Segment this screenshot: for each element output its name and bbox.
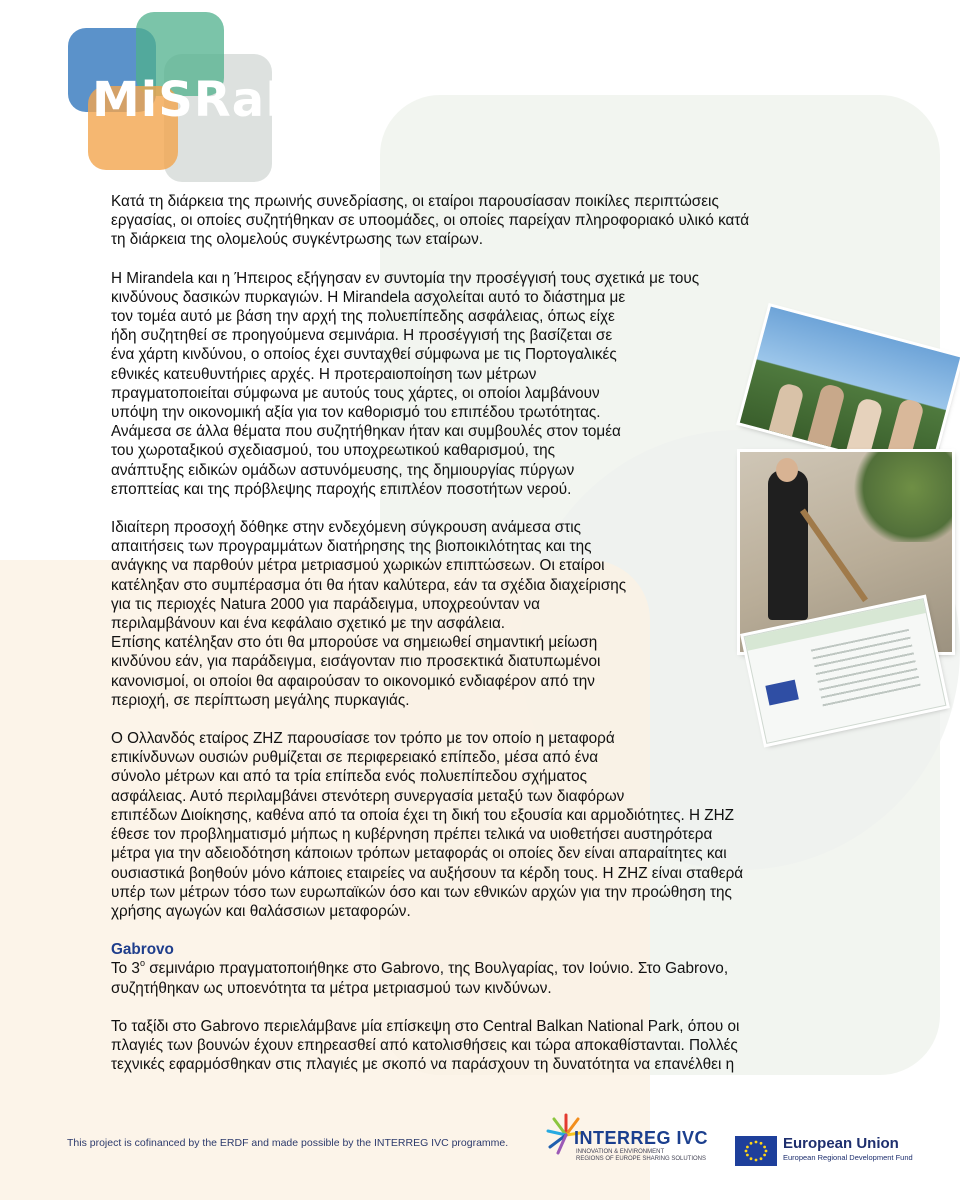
- section-heading-gabrovo: Gabrovo: [111, 941, 174, 959]
- text-fragment: Το 3: [111, 960, 140, 978]
- text-line: επικίνδυνων ουσιών ρυθμίζεται σε περιφερειακό επίπεδο, μέσα από ένα: [111, 749, 599, 767]
- text-line: χρήσης αγωγών και θαλάσσιων μεταφορών.: [111, 902, 411, 920]
- text-line: Η Mirandela και η Ήπειρος εξήγησαν εν συντομία την προσέγγισή τους σχετικά με τους: [111, 269, 700, 287]
- cofinance-note: This project is cofinanced by the ERDF and made possible by the INTERREG IVC programme.: [67, 1137, 509, 1149]
- text-line: σύνολο μέτρων και από τα τρία επίπεδα ενός πολυεπίπεδου σχήματος: [111, 768, 588, 786]
- text-line: ήδη συζητηθεί σε προηγούμενα σεμινάρια. Η προσέγγισή της βασίζεται σε: [111, 327, 613, 345]
- text-line: ένα χάρτη κινδύνου, ο οποίος έχει συνταχθεί σύμφωνα με τις Πορτογαλικές: [111, 346, 617, 364]
- text-line: έθεσε τον προβληματισμό μήπως η κυβέρνηση πρέπει τελικά να υιοθετήσει αυστηρότερα: [111, 826, 713, 844]
- text-line: τον τομέα αυτό με βάση την αρχή της πολυεπίπεδης ασφάλειας, όπως είχε: [111, 308, 615, 326]
- text-line: Επίσης κατέληξαν στο ότι θα μπορούσε να σημειωθεί σημαντική μείωση: [111, 634, 598, 652]
- eu-flag-icon: [735, 1136, 777, 1166]
- paragraph-gabrovo-intro: [111, 940, 856, 998]
- text-line: τεχνικές εφαρμόσθηκαν στις πλαγιές με σκοπό να παράσχουν τη δυνατότητα να επανέλθει η: [111, 1056, 735, 1074]
- interreg-subtitle-line: REGIONS OF EUROPE SHARING SOLUTIONS: [576, 1156, 707, 1162]
- text-line: εθνικές κατευθυντήριες αρχές. Η προτεραιοποίηση των μέτρων: [111, 365, 537, 383]
- text-line: για τις περιοχές Natura 2000 για παράδειγμα, υποχρεούνταν να: [111, 595, 541, 613]
- paragraph-gabrovo-trip: [111, 1017, 856, 1075]
- text-line: υπόψη την οικονομική αξία για τον καθορισμό του επιπέδου τρωτότητας.: [111, 404, 601, 422]
- logo-text: MiSRaR: [92, 72, 304, 128]
- text-line: εργασίας, οι οποίες συζητήθηκαν σε υποομάδες, οι οποίες παρείχαν πληροφοριακό υλικό κατά: [111, 212, 750, 230]
- text-line: Ιδιαίτερη προσοχή δόθηκε στην ενδεχόμενη σύγκρουση ανάμεσα στις: [111, 519, 582, 537]
- paragraph-zhz: [111, 729, 856, 921]
- text-line: επιπέδων Διοίκησης, καθένα από τα οποία έχει τη δική του εξουσία και αρμοδιότητες. Η ZHZ: [111, 806, 735, 824]
- interreg-logo: [540, 1105, 730, 1167]
- text-line: πλαγιές των βουνών έχουν επηρεασθεί από κατολισθήσεις και τώρα αποκαθίστανται. Πολλές: [111, 1036, 738, 1054]
- text-line: πραγματοποιείται σύμφωνα με αυτούς τους χάρτες, οι οποίοι λαμβάνουν: [111, 384, 600, 402]
- photo-figure: [807, 383, 846, 447]
- text-line: απαιτήσεις των προγραμμάτων διατήρησης της βιοποικιλότητας και της: [111, 538, 592, 556]
- text-line: εποπτείας και της πρόβλεψης παροχής επιπλέον ποσοτήτων νερού.: [111, 480, 572, 498]
- photo-trees: [852, 452, 952, 542]
- text-line: [111, 959, 856, 978]
- text-line: συζητήθηκαν ως υποενότητα τα μέτρα μετριασμού των κινδύνων.: [111, 979, 552, 997]
- misrar-logo: [64, 10, 304, 185]
- interreg-subtitle: [576, 1149, 706, 1163]
- text-line: ουσιαστικά βοηθούν μόνο κάποιες εταιρείες να αυξήσουν τα κέρδη τους. Η ZHZ είναι σταθερά: [111, 864, 744, 882]
- photo-figure-head: [776, 458, 798, 482]
- text-line: ασφάλειας. Αυτό περιλαμβάνει στενότερη συνεργασία μεταξύ των διαφόρων: [111, 787, 625, 805]
- photo-figure: [846, 397, 884, 457]
- text-line: ανάγκης να παρθούν μέτρα μετριασμού χωρικών επιπτώσεων. Οι εταίροι: [111, 557, 605, 575]
- eu-logo: [735, 1134, 955, 1168]
- sign-text-lines: [811, 629, 921, 708]
- eu-title: European Union: [783, 1135, 899, 1152]
- ordinal-superscript: ο: [139, 958, 145, 969]
- text-line: τη διάρκεια της ολομελούς συγκέντρωσης των εταίρων.: [111, 231, 484, 249]
- photo-figure: [769, 382, 805, 437]
- text-line: κανονισμοί, οι οποίοι θα αφαιρούσαν το οικονομικό ενδιαφέρον από την: [111, 672, 595, 690]
- text-line: Το ταξίδι στο Gabrovo περιελάμβανε μία επίσκεψη στο Central Balkan National Park, όπου οι: [111, 1017, 740, 1035]
- text-line: του χωροταξικού σχεδιασμού, του υποχρεωτικού καθαρισμού, της: [111, 442, 556, 460]
- photo-figure: [768, 470, 808, 620]
- interreg-subtitle-line: INNOVATION & ENVIRONMENT: [576, 1149, 665, 1155]
- eu-subtitle: European Regional Development Fund: [783, 1153, 913, 1162]
- eu-flag-icon: [765, 680, 799, 706]
- text-line: Κατά τη διάρκεια της πρωινής συνεδρίασης, οι εταίροι παρουσίασαν ποικίλες περιπτώσεις: [111, 193, 719, 210]
- interreg-title: INTERREG IVC: [574, 1128, 709, 1148]
- text-line: μέτρα για την αδειοδότηση κάποιων τρόπων μεταφοράς οι οποίες δεν είναι απαραίτητες και: [111, 845, 727, 863]
- text-line: κατέληξαν στο συμπέρασμα ότι θα ήταν καλύτερα, εάν τα σχέδια διαχείρισης: [111, 576, 627, 594]
- text-line: περιοχή, σε περίπτωση μεγάλης πυρκαγιάς.: [111, 691, 410, 709]
- text-line: περιλαμβάνουν και ένα κεφάλαιο σχετικό με την ασφάλεια.: [111, 615, 506, 633]
- text-fragment: σεμινάριο πραγματοποιήθηκε στο Gabrovo, της Βουλγαρίας, τον Ιούνιο. Στο Gabrovo,: [144, 960, 729, 978]
- text-line: ανάπτυξης ειδικών ομάδων αστυνόμευσης, της δημιουργίας πύργων: [111, 461, 575, 479]
- text-line: κινδύνους δασικών πυρκαγιών. Η Mirandela ασχολείται αυτό το διάστημα με: [111, 288, 626, 306]
- text-line: Ανάμεσα σε άλλα θέματα που συζητήθηκαν ήταν και συμβουλές στον τομέα: [111, 423, 621, 441]
- paragraph-morning-session: [111, 192, 856, 250]
- text-line: Ο Ολλανδός εταίρος ZHZ παρουσίασε τον τρόπο με τον οποίο η μεταφορά: [111, 730, 615, 748]
- text-line: κινδύνου εάν, για παράδειγμα, εισάγονταν πιο προσεκτικά διατυπωμένοι: [111, 653, 601, 671]
- text-line: υπέρ των μέτρων τόσο των ευρωπαϊκών όσο και των εθνικών αρχών για την προώθηση της: [111, 883, 732, 901]
